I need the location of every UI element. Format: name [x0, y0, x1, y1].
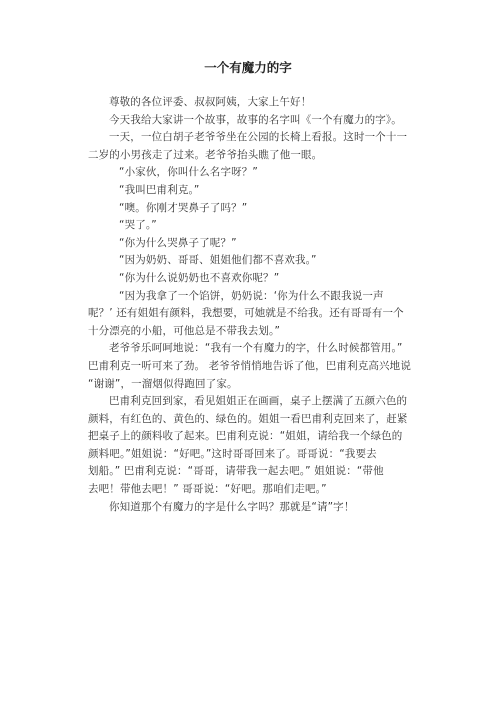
paragraph-line: “你为什么哭鼻子了呢？” [119, 236, 237, 249]
paragraph-line: “你为什么说奶奶也不喜欢你呢？” [119, 271, 280, 284]
paragraph-line: 颜料，有红色的、黄色的、绿色的。姐姐一看巴甫利克回来了，赶紧 [88, 412, 408, 425]
paragraph-line: 划船。” 巴甫利克说：“哥哥，请带我一起去吧。” 姐姐说：“带他 [88, 465, 384, 478]
paragraph-line: 去吧！带他去吧！” 哥哥说：“好吧。那咱们走吧。” [88, 483, 327, 496]
paragraph-line: “噢。你刚才哭鼻子了吗？” [119, 201, 248, 214]
paragraph-line: 颜料吧。”姐姐说：“好吧。”这时哥哥回来了。哥哥说：“我要去 [88, 447, 377, 460]
paragraph-line: 今天我给大家讲一个故事，故事的名字叫《一个有魔力的字》。 [109, 113, 402, 126]
paragraph-line: “因为我拿了一个馅饼，奶奶说：‘你为什么不跟我说一声 [119, 289, 384, 302]
paragraph-line: 巴甫利克一听可来了劲。 老爷爷悄悄地告诉了他，巴甫利克高兴地说 [88, 359, 411, 372]
paragraph-line: 你知道那个有魔力的字是什么字吗？那就是“请”字！ [109, 500, 355, 513]
paragraph-line: 十分漂亮的小船，可他总是不带我去划。” [88, 324, 281, 337]
paragraph-line: 二岁的小男孩走了过来。老爷爷抬头瞧了他一眼。 [88, 148, 323, 161]
paragraph-line: 呢？’ 还有姐姐有颜料，我想要，可她就是不给我。还有哥哥有一个 [88, 307, 404, 320]
paragraph-line: 把桌子上的颜料收了起来。巴甫利克说：“姐姐，请给我一个绿色的 [88, 430, 403, 443]
paragraph-line: 一天，一位白胡子老爷爷坐在公园的长椅上看报。这时一个十一 [109, 131, 408, 144]
paragraph-line: “哭了。” [119, 219, 157, 232]
paragraph-line: “谢谢”，一溜烟似得跑回了家。 [88, 377, 238, 390]
document-body [88, 94, 410, 516]
paragraph-line: 老爷爷乐呵呵地说：“我有一个有魔力的字，什么时候都管用。” [109, 342, 403, 355]
paragraph-line: “小家伙，你叫什么名字呀？” [119, 166, 258, 179]
paragraph-line: “我叫巴甫利克。” [119, 183, 200, 196]
paragraph-line: 尊敬的各位评委、叔叔阿姨，大家上午好！ [109, 96, 312, 108]
paragraph-line: 巴甫利克回到家，看见姐姐正在画画，桌子上摆满了五颜六色的 [109, 395, 408, 408]
paragraph-line: “因为奶奶、哥哥、姐姐他们都不喜欢我。” [119, 254, 317, 267]
document-title: 一个有魔力的字 [204, 60, 292, 75]
